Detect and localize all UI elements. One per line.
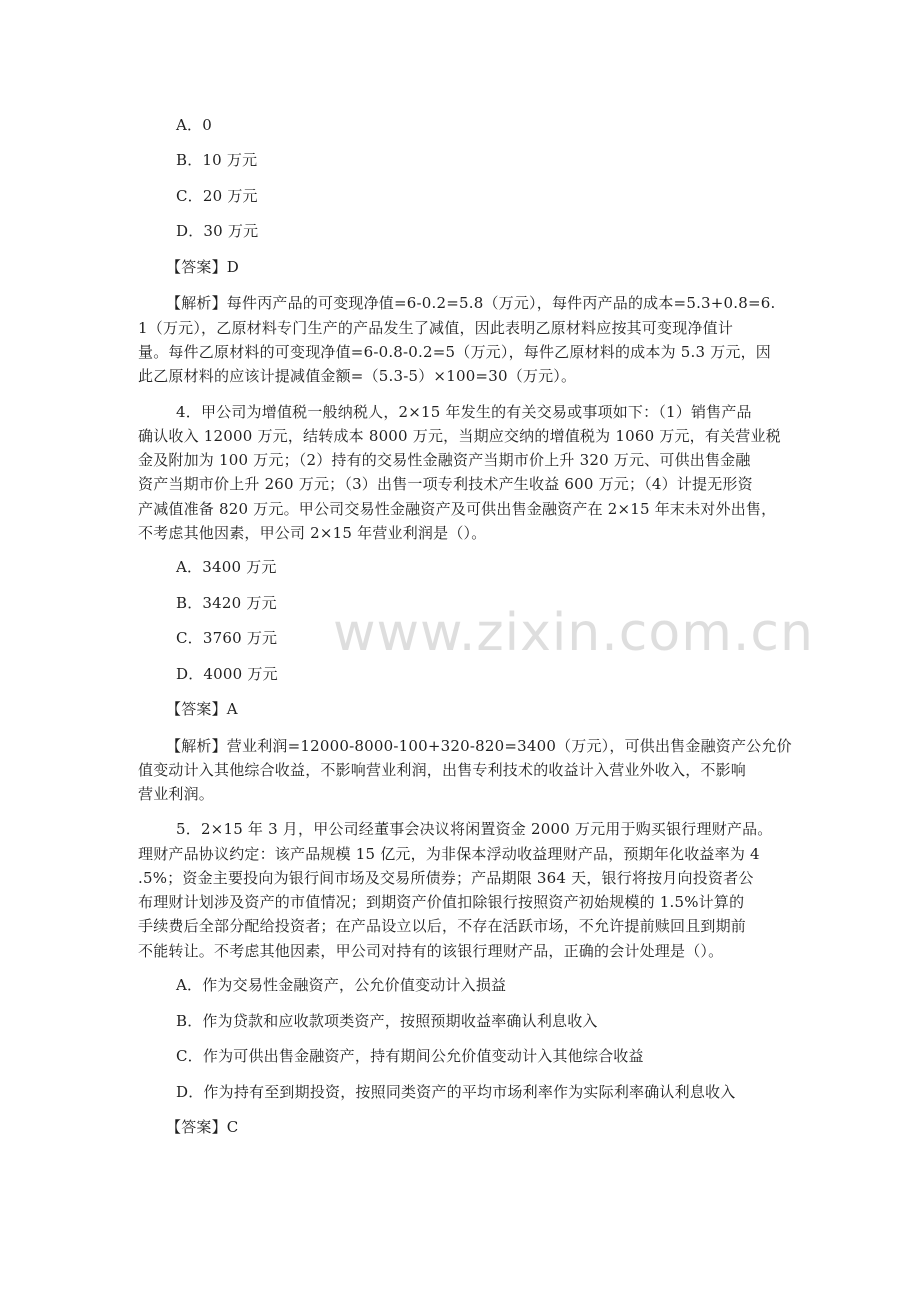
q5-stem-line: 手续费后全部分配给投资者；在产品设立以后，不存在活跃市场，不允许提前赎回且到期前	[138, 917, 747, 935]
q4-stem-line: 不考虑其他因素，甲公司 2×15 年营业利润是（）。	[138, 524, 487, 542]
q3-analysis-line: 1（万元），乙原材料专门生产的产品发生了减值，因此表明乙原材料应按其可变现净值计	[138, 319, 734, 337]
q5-stem-line: 不能转让。不考虑其他因素，甲公司对持有的该银行理财产品，正确的会计处理是（）。	[138, 942, 724, 960]
q3-option-d: D．30 万元	[176, 222, 259, 240]
q4-option-c: C．3760 万元	[176, 629, 278, 647]
q4-option-b: B．3420 万元	[176, 594, 277, 612]
q3-analysis-line: 此乙原材料的应该计提减值金额=（5.3-5）×100=30（万元）。	[138, 367, 577, 385]
q4-stem-line: 确认收入 12000 万元，结转成本 8000 万元，当期应交纳的增值税为 1060 万元，有关营业税	[138, 427, 781, 445]
q5-stem-line: 布理财计划涉及资产的市值情况；到期资产价值扣除银行按照资产初始规模的 1.5%计算的	[138, 893, 745, 911]
q4-answer: 【答案】A	[166, 700, 238, 718]
q5-stem-line: 理财产品协议约定：该产品规模 15 亿元，为非保本浮动收益理财产品，预期年化收益率为 4	[138, 845, 760, 863]
q5-stem-line: .5%；资金主要投向为银行间市场及交易所债券；产品期限 364 天，银行将按月向投资者公	[138, 869, 754, 887]
q5-option-b: B．作为贷款和应收款项类资产，按照预期收益率确认利息收入	[176, 1012, 598, 1030]
q3-option-b: B．10 万元	[176, 151, 258, 169]
q4-stem-line: 4．甲公司为增值税一般纳税人，2×15 年发生的有关交易或事项如下：（1）销售产品	[176, 403, 752, 421]
q3-option-a: A．0	[176, 116, 212, 134]
q5-option-a: A．作为交易性金融资产，公允价值变动计入损益	[176, 976, 507, 994]
q5-stem-line: 5．2×15 年 3 月，甲公司经董事会决议将闲置资金 2000 万元用于购买银行理财产品。	[176, 820, 773, 838]
q4-stem-line: 金及附加为 100 万元；（2）持有的交易性金融资产当期市价上升 320 万元、可供出售金融	[138, 451, 751, 469]
q5-option-d: D．作为持有至到期投资，按照同类资产的平均市场利率作为实际利率确认利息收入	[176, 1083, 736, 1101]
q4-analysis-line: 值变动计入其他综合收益，不影响营业利润，出售专利技术的收益计入营业外收入，不影响	[138, 761, 747, 779]
q4-option-a: A．3400 万元	[176, 558, 277, 576]
q3-answer: 【答案】D	[166, 258, 240, 276]
q4-stem-line: 资产当期市价上升 260 万元；（3）出售一项专利技术产生收益 600 万元；（4）计提无形资	[138, 475, 753, 493]
watermark: www.zixin.com.cn	[333, 603, 814, 663]
q5-answer: 【答案】C	[166, 1118, 239, 1136]
q5-option-c: C．作为可供出售金融资产，持有期间公允价值变动计入其他综合收益	[176, 1047, 644, 1065]
q3-analysis-line: 【解析】每件丙产品的可变现净值=6-0.2=5.8（万元），每件丙产品的成本=5.3+0.8=6.	[166, 294, 776, 312]
q4-stem-line: 产减值准备 820 万元。甲公司交易性金融资产及可供出售金融资产在 2×15 年末未对外出售，	[138, 500, 777, 518]
q4-analysis-line: 【解析】营业利润=12000-8000-100+320-820=3400（万元），可供出售金融资产公允价	[166, 737, 792, 755]
q3-option-c: C．20 万元	[176, 187, 258, 205]
q4-option-d: D．4000 万元	[176, 665, 278, 683]
q3-analysis-line: 量。每件乙原材料的可变现净值=6-0.8-0.2=5（万元），每件乙原材料的成本为 5.3 万元，因	[138, 343, 771, 361]
q4-analysis-line: 营业利润。	[138, 785, 215, 803]
